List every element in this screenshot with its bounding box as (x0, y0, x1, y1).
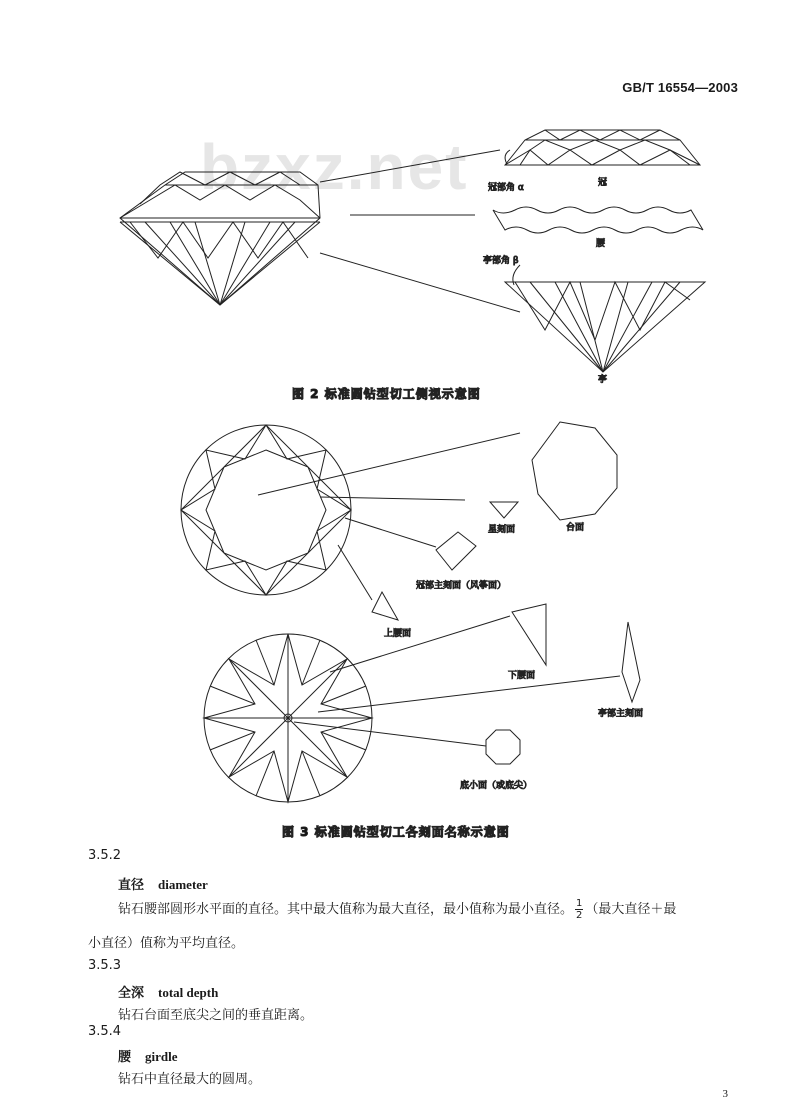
label-table: 台面 (566, 523, 585, 533)
label-culet: 底小面（或底尖） (460, 781, 533, 791)
definition-diameter-cont: 小直径）值称为平均直径。 (88, 936, 245, 951)
section-number-354: 3.5.4 (88, 1024, 122, 1039)
connector-lower-girdle (330, 616, 510, 672)
crown-detail (505, 130, 700, 165)
definition-diameter: 钻石腰部圆形水平面的直径。其中最大值称为最大直径，最小值称为最小直径。 $\frac{1}{2}$ （最大直径＋最 (118, 898, 677, 921)
section-number-353: 3.5.3 (88, 958, 122, 973)
pavilion-detail (505, 265, 705, 372)
connector-kite (345, 518, 436, 547)
connector-star (320, 497, 465, 500)
watermark: bzxz.net (200, 131, 469, 203)
section-number-352: 3.5.2 (88, 848, 122, 863)
diamond-crown-view (181, 425, 351, 595)
figure3-caption: 图 3 标准圆钻型切工各刻面名称示意图 (282, 825, 510, 839)
kite-facet-shape (436, 532, 476, 570)
star-facet-shape (490, 502, 518, 518)
label-star: 星刻面 (488, 525, 516, 535)
connector-culet (294, 722, 486, 746)
label-girdle: 腰 (596, 239, 606, 249)
culet-facet-shape (486, 730, 520, 764)
connector-upper-girdle (338, 545, 372, 600)
label-pavilion-main: 亭部主刻面 (598, 709, 644, 719)
term-girdle: 腰 girdle (118, 1049, 178, 1065)
fraction-half: $\frac{1}{2}$ (576, 898, 583, 921)
term-cn: 直径 (118, 878, 145, 893)
upper-girdle-facet-shape (372, 592, 398, 620)
standard-code: GB/T 16554—2003 (622, 80, 738, 95)
label-upper-girdle: 上腰面 (384, 629, 412, 639)
definition-girdle: 钻石中直径最大的圆周。 (118, 1072, 262, 1087)
diamond-side-view (120, 172, 320, 305)
connector-crown (320, 150, 500, 182)
table-facet-shape (532, 422, 617, 520)
label-pavilion: 亭 (598, 375, 608, 385)
label-lower-girdle: 下腰面 (508, 671, 536, 681)
label-crown: 冠 (598, 178, 608, 188)
page-number: 3 (722, 1088, 728, 1100)
figure2-caption: 图 2 标准圆钻型切工侧视示意图 (292, 387, 481, 401)
term-total-depth: 全深 total depth (118, 985, 219, 1001)
connector-table (258, 433, 520, 495)
term-en: diameter (158, 877, 208, 892)
pavilion-main-facet-shape (622, 622, 640, 702)
diamond-pavilion-view (204, 634, 372, 802)
lower-girdle-facet-shape (512, 604, 546, 665)
label-pavilion-angle: 亭部角 β (483, 256, 519, 266)
term-diameter (118, 874, 208, 893)
label-crown-main: 冠部主刻面（风筝面） (416, 581, 507, 591)
label-crown-angle: 冠部角 α (488, 183, 524, 193)
definition-total-depth: 钻石台面至底尖之间的垂直距离。 (118, 1008, 314, 1023)
girdle-detail (493, 207, 703, 233)
